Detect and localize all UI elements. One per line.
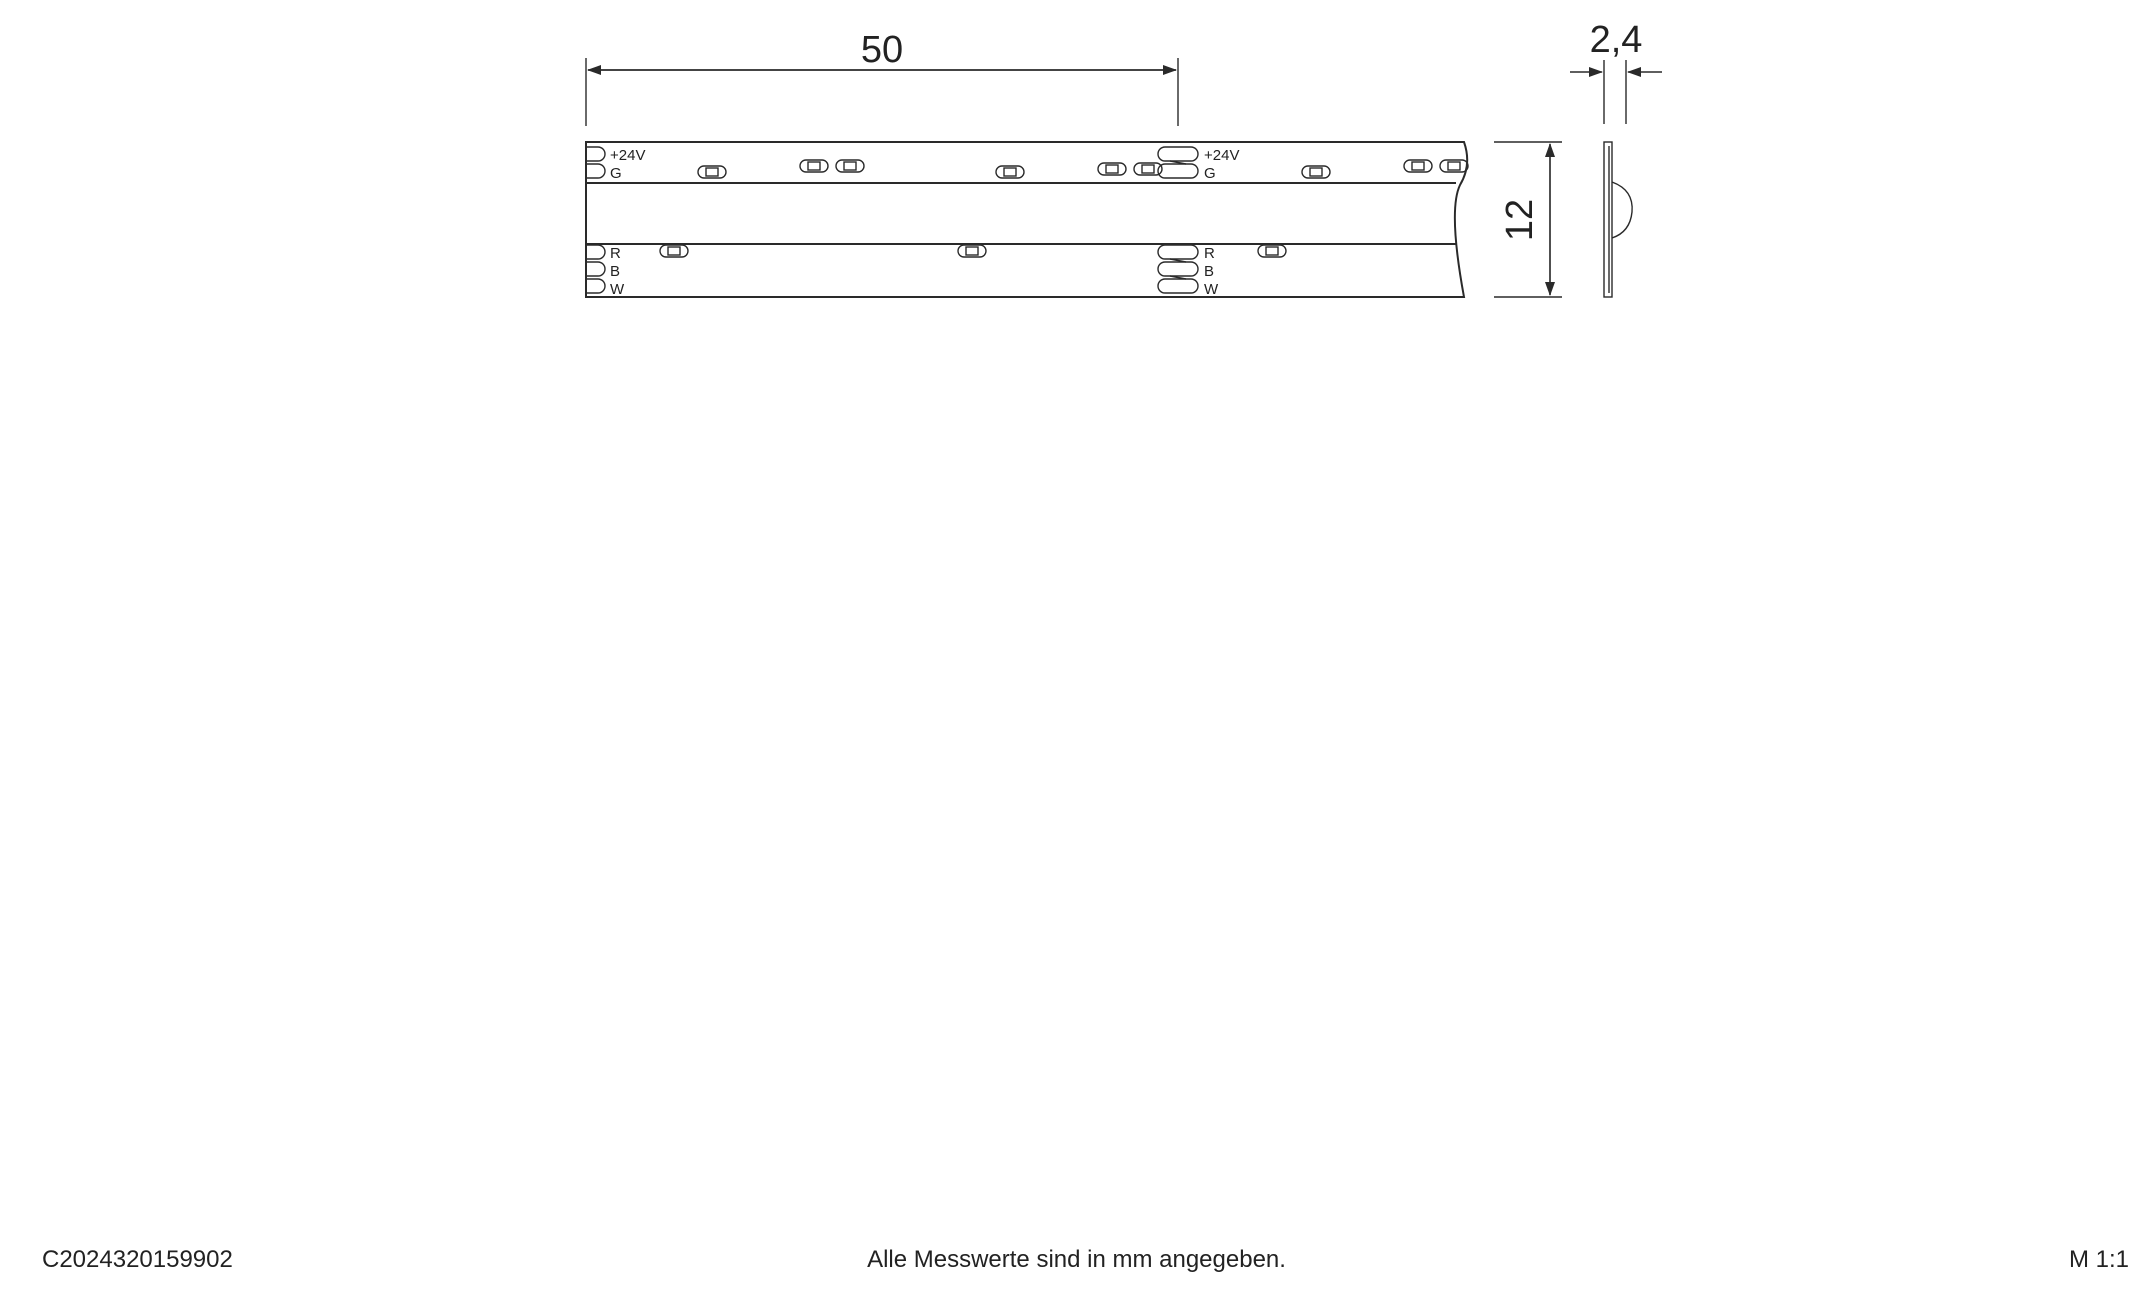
length-value: 50	[860, 29, 904, 71]
smd-led	[836, 160, 864, 172]
mid-bottom-pads	[1158, 245, 1198, 293]
strip-side-view	[1604, 142, 1632, 297]
smd-led	[996, 166, 1024, 178]
smd-led	[958, 245, 986, 257]
smd-led	[1098, 163, 1126, 175]
strip-top-view	[586, 142, 1468, 298]
left-label-r: R	[610, 245, 621, 262]
left-label-b: B	[610, 263, 621, 280]
scale-label: M 1:1	[2068, 1246, 2129, 1273]
document-code: C2024320159902	[42, 1246, 233, 1273]
width-dimension	[1494, 142, 1562, 297]
smd-led	[698, 166, 726, 178]
units-note: Alle Messwerte sind in mm angegeben.	[867, 1246, 1286, 1273]
mid-label-g: G	[1204, 165, 1216, 182]
smd-led	[1258, 245, 1286, 257]
smd-led	[1440, 160, 1468, 172]
mid-label-b: B	[1204, 263, 1215, 280]
left-label-w: W	[610, 281, 625, 298]
smd-led	[1302, 166, 1330, 178]
smd-components	[660, 160, 1468, 257]
smd-led	[1404, 160, 1432, 172]
left-label-24v: +24V	[610, 147, 646, 164]
mid-label-24v: +24V	[1204, 147, 1240, 164]
smd-led	[660, 245, 688, 257]
thickness-dimension	[1570, 19, 1662, 124]
smd-led	[800, 160, 828, 172]
left-bottom-pads	[586, 245, 605, 293]
left-top-pads	[586, 147, 605, 178]
length-dimension	[586, 29, 1178, 126]
width-value: 12	[1499, 198, 1541, 242]
left-label-g: G	[610, 165, 622, 182]
thickness-value: 2,4	[1589, 19, 1643, 61]
mid-top-pads	[1158, 147, 1198, 178]
mid-label-w: W	[1204, 281, 1219, 298]
mid-label-r: R	[1204, 245, 1215, 262]
